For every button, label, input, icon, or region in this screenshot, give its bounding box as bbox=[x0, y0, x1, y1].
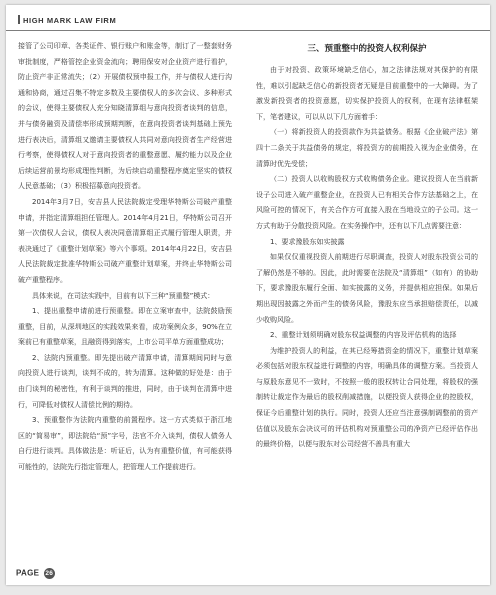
left-paragraph-3: 具体来说，在司法实践中，目前有以下三种“预重整”模式： bbox=[32, 291, 215, 300]
right-paragraph-2: （一）将新投资人的投资款作为共益债务。根据《企业破产法》第四十二条关于共益债务的规定，将投资方的前期投入视为企业债务，在清算时优先受偿； bbox=[256, 128, 478, 168]
page-number-badge: 26 bbox=[45, 570, 54, 577]
right-paragraph-3: （二）投资人以收购股权方式收购债务企业。建议投资人在当前新设子公司进入破产重整企业，在投资人已有相关合作方法基础之上，在风险可控的情况下，有关合作方可直接入股在当地设立的子公司。这一方式有助于分散投资风险。在实务操作中，还有以下几点需要注意： bbox=[256, 175, 478, 230]
right-column bbox=[256, 41, 478, 453]
left-paragraph-2: 2014年3月7日，安吉县人民法院裁定受理华特斯公司破产重整申请，并指定清算组担任管理人。2014年4月21日，华特斯公司召开第一次债权人会议，债权人表决同意清算组正式履行管理人职责，并表决通过了《重整计划草案》等六个事项。2014年4月22日，安吉县人民法院裁定批准华特斯公司破产重整计划草案，并终止华特斯公司破产重整程序。 bbox=[18, 197, 232, 284]
right-paragraph-6: 2、重整计划须明确对股东权益调整的内容及评估机构的选择 bbox=[270, 331, 457, 340]
firm-name: HIGH MARK LAW FIRM bbox=[23, 16, 117, 25]
left-column bbox=[18, 39, 232, 476]
page-header bbox=[18, 15, 116, 25]
right-paragraph-5: 如果仅仅重视投资人前期进行尽职调查，投资人对股东投资公司的了解仍然是不够的。因此，此时需要在法院及“清算组”（如有）的协助下，要求豫股东履行全面、如实披露的义务，并提供相应担保。如果后期出现因披露之外而产生的债务风险，豫股东应当承担赔偿责任，以减少收购风险。 bbox=[256, 253, 478, 324]
right-paragraph-1: 由于对投资、政策环境缺乏信心，加之法律法规对其保护的有限性，难以引起缺乏信心的新投资者无疑是目前重整中的一大障碍。为了激发新投资者的投资意愿，切实保护投资人的权利，在现有法律框架下，笔者建议，可以从以下几方面着手： bbox=[256, 66, 478, 121]
left-paragraph-4: 1、提出重整申请前进行预重整。即在立案审查中，法院鼓励预重整，目前，从深圳地区的实践效果来看，成功案例众多，90%在立案前已有重整草案，且融资得到落实，上市公司平单方面重整成功； bbox=[18, 307, 232, 347]
page-label: PAGE bbox=[16, 568, 40, 578]
right-paragraph-7: 为维护投资人的利益，在其已经筹措资金的情况下，重整计划草案必须包括对股东权益进行调整的内容，明确具体的调整方案。当投资人与原股东意见不一致时，不按照一般的股权转让合同处理，将股权的强制转让裁定作为最后的股权削减措施，以便投资人获得企业的控股权，保证今后重整计划的执行。同时，投资人还应当注意强制调整前的资产估值以及股东会决议可的评估机构对预重整公司的净资产已经评估作出的最终价格，以便与股东对公司经营不善具有重大 bbox=[256, 346, 478, 449]
right-paragraph-4: 1、要求豫股东如实披露 bbox=[270, 237, 345, 246]
document-page bbox=[6, 5, 490, 585]
left-paragraph-1: 接管了公司印章、各类证件、银行账户和账金等，制订了一整套财务审批制度，严格管控企业资金流向；聘用保安对企业资产进行看护，防止资产非正常流失；（2）开展债权预申报工作，并与债权人进行沟通和协商，通过召集不特定多数及主要债权人的多次会议、多种形式的会议，使得主要债权人充分知晓清算组与意向投资者谈判的信息，并与债务融资及清偿率形成预期判断，在意向投资者谈判基础上预先进行表决后，清算组又邀请主要债权人共同对意向投资者生产经营进行考察，使得债权人对于意向投资者的重整意愿、履约能力以及企业后续运营前景均形成理性判断，为后续启动重整程序奠定坚实的债权人民意基础；（3）积极招募意向投资者。 bbox=[18, 42, 232, 191]
left-paragraph-6: 3、预重整作为法院内重整的前置程序。这一方式类似于浙江地区的“简易审”，即法院给“预”字号，法官不介入谈判，债权人债务人自行进行谈判。具体做法是：听证后，认为有重整价值，有可能获得可能性的，法院先行指定管理人，把管理人工作提前进行。 bbox=[18, 416, 232, 472]
left-paragraph-5: 2、法院内预重整。即先提出破产清算申请，清算期间同时与意向投资人进行谈判，谈判不成的，转为清算。这种做的好处是：由于由门谈判的秘密性，有利于谈判的推进，同时，由于谈判在清算中进行，可降低对债权人清偿比例的期待。 bbox=[18, 353, 232, 409]
page-footer bbox=[16, 568, 55, 579]
header-rule bbox=[6, 30, 490, 31]
section-title: 三、预重整中的投资人权利保护 bbox=[307, 44, 427, 54]
header-bar bbox=[18, 15, 20, 24]
